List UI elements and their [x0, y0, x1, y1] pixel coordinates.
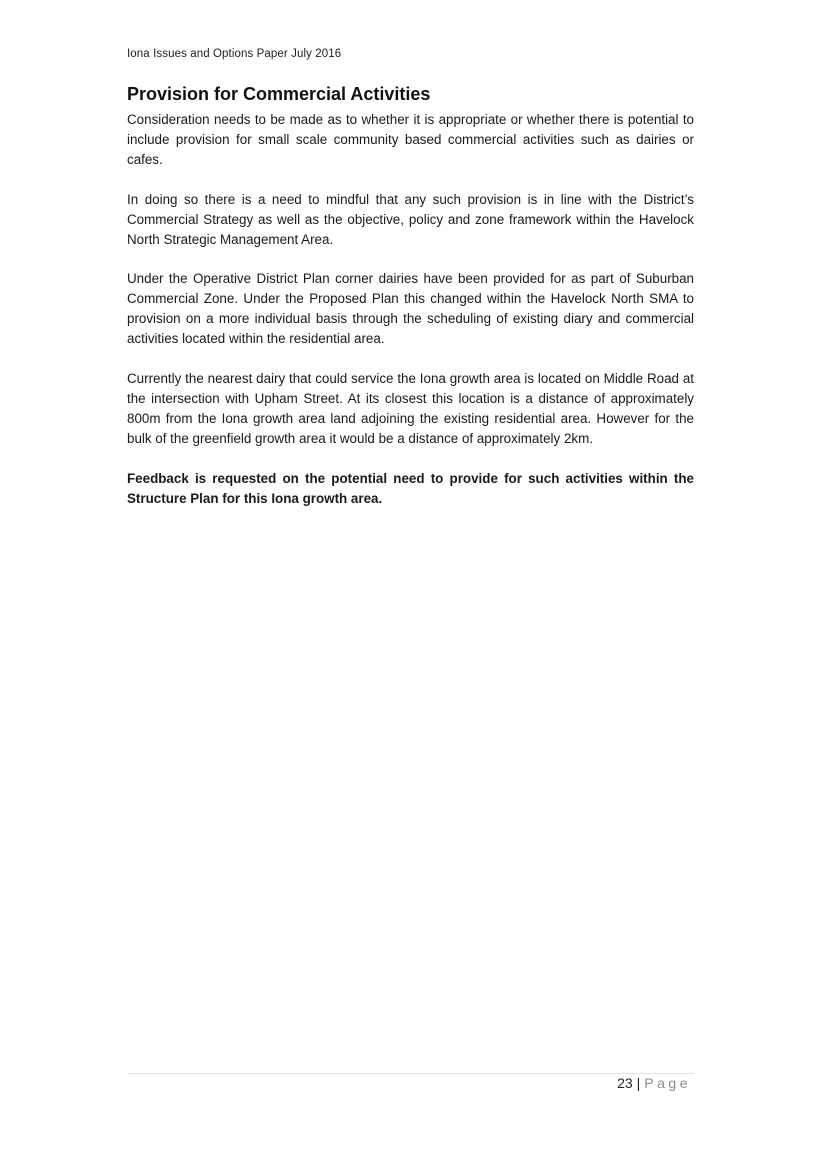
- page-separator: |: [636, 1075, 641, 1091]
- paragraph-operative-plan: Under the Operative District Plan corner dairies have been provided for as part of Suburban Commercial Zone. Under the Proposed Plan this changed within the Havelock North SMA to provision on a more individual basis through the scheduling of existing diary and commercial activities located within the residential area.: [127, 271, 694, 347]
- page-footer: [617, 1075, 691, 1091]
- footer-divider: [127, 1073, 694, 1074]
- section-heading: Provision for Commercial Activities: [127, 84, 431, 104]
- paragraph-consideration: Consideration needs to be made as to whether it is appropriate or whether there is potential to include provision for small scale community based commercial activities such as dairies or cafes.: [127, 112, 694, 167]
- paragraph-commercial-strategy: In doing so there is a need to mindful that any such provision is in line with the District’s Commercial Strategy as well as the objective, policy and zone framework within the Havelock North Strategic Management Area.: [127, 191, 694, 247]
- document-header: Iona Issues and Options Paper July 2016: [127, 48, 342, 60]
- feedback-request: Feedback is requested on the potential need to provide for such activities within the Structure Plan for this Iona growth area.: [127, 470, 694, 506]
- document-body: [127, 82, 694, 529]
- paragraph-nearest-dairy: Currently the nearest dairy that could service the Iona growth area is located on Middle Road at the intersection with Upham Street. At its closest this location is a distance of approximately 800m from the Iona growth area land adjoining the existing residential area. However for the bulk of the greenfield growth area it would be a distance of approximately 2km.: [127, 371, 694, 446]
- page-label: Page: [644, 1075, 691, 1091]
- page-number: 23: [617, 1075, 633, 1091]
